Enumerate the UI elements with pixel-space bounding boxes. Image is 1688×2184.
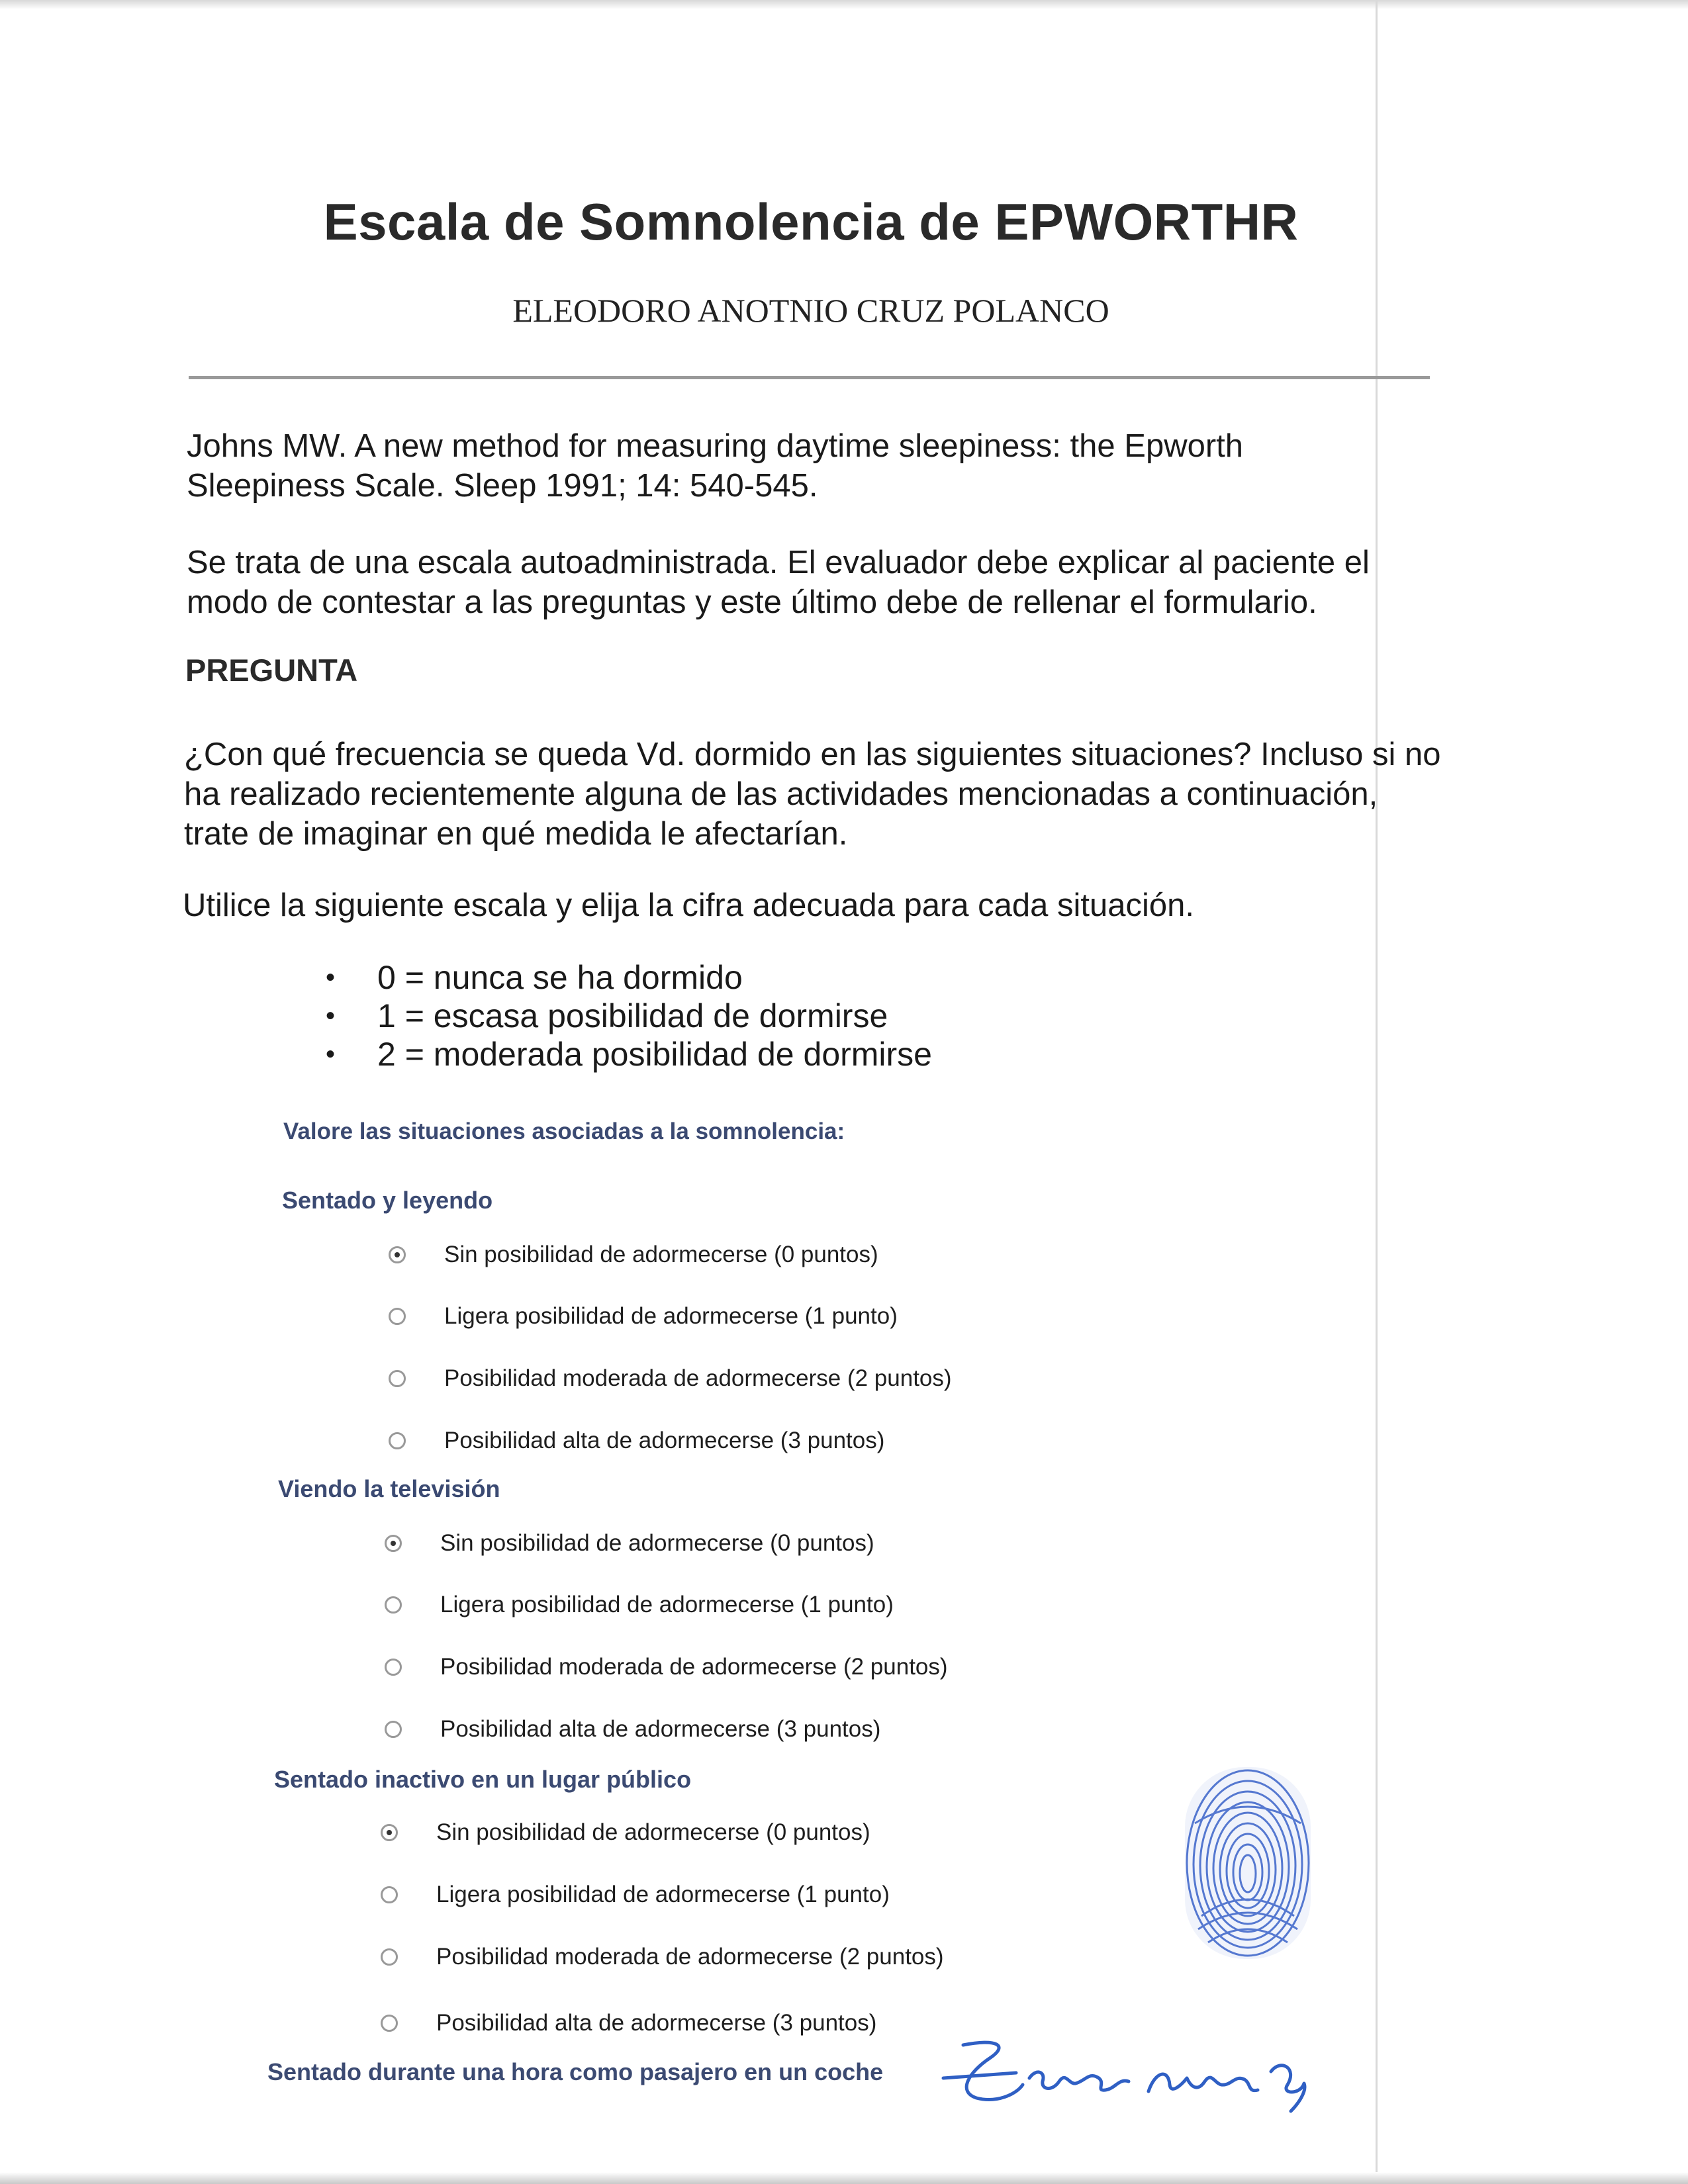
option-public-3[interactable] [381,2008,876,2038]
thumbprint-image [1182,1764,1314,1962]
header-divider [189,376,1430,379]
scale-list [318,958,932,1073]
rate-heading: Valore las situaciones asociadas a la somnolencia: [283,1118,845,1144]
option-reading-3[interactable] [389,1426,884,1456]
scan-edge-top [0,0,1688,9]
radio-button[interactable] [385,1535,402,1552]
patient-name: ELEODORO ANOTNIO CRUZ POLANCO [512,292,1109,329]
option-tv-0[interactable] [385,1528,874,1559]
scale-item [318,997,932,1035]
radio-button[interactable] [389,1308,406,1325]
option-label: Ligera posibilidad de adormecerse (1 punto) [440,1592,894,1617]
option-label: Ligera posibilidad de adormecerse (1 punto) [436,1882,890,1907]
option-label: Posibilidad alta de adormecerse (3 puntos) [440,1716,881,1742]
option-label: Posibilidad alta de adormecerse (3 puntos) [436,2010,877,2036]
option-label: Posibilidad alta de adormecerse (3 puntos) [444,1428,885,1453]
option-tv-2[interactable] [385,1652,948,1682]
radio-button[interactable] [385,1721,402,1738]
option-label: Posibilidad moderada de adormecerse (2 puntos) [440,1654,948,1680]
intro-paragraph: Se trata de una escala autoadministrada. El evaluador debe explicar al paciente el modo de contestar a las preguntas y este último debe de rellenar el formulario. [187,545,1370,620]
radio-button[interactable] [381,1824,398,1841]
bullet-icon: • [326,1001,336,1030]
reference-paragraph: Johns MW. A new method for measuring daytime sleepiness: the Epworth Sleepiness Scale. Sleep 1991; 14: 540-545. [187,428,1244,504]
radio-button[interactable] [389,1370,406,1387]
document-title: Escala de Somnolencia de EPWORTHR [323,193,1299,251]
scale-item-text: 1 = escasa posibilidad de dormirse [377,997,888,1034]
radio-button[interactable] [389,1246,406,1263]
scan-edge-bottom [0,2172,1688,2184]
handwritten-signature [937,2032,1314,2118]
situation-heading-television: Viendo la televisión [278,1475,500,1502]
scale-item [318,1035,932,1073]
option-public-0[interactable] [381,1817,870,1848]
option-label: Sin posibilidad de adormecerse (0 puntos) [444,1242,878,1267]
scale-item-text: 2 = moderada posibilidad de dormirse [377,1036,932,1073]
option-reading-0[interactable] [389,1240,878,1270]
option-reading-1[interactable] [389,1301,898,1332]
bullet-icon: • [326,1040,336,1069]
option-label: Sin posibilidad de adormecerse (0 puntos) [436,1819,870,1845]
instruction-paragraph: Utilice la siguiente escala y elija la cifra adecuada para cada situación. [183,887,1195,923]
radio-button[interactable] [381,1948,398,1966]
radio-button[interactable] [389,1432,406,1449]
question-heading: PREGUNTA [185,653,358,688]
bullet-icon: • [326,963,336,992]
option-tv-3[interactable] [385,1714,880,1745]
radio-button[interactable] [381,1886,398,1903]
scale-item-text: 0 = nunca se ha dormido [377,959,743,996]
option-label: Posibilidad moderada de adormecerse (2 puntos) [436,1944,944,1970]
option-public-2[interactable] [381,1942,944,1972]
option-reading-2[interactable] [389,1363,952,1394]
scale-item [318,958,932,997]
option-label: Posibilidad moderada de adormecerse (2 puntos) [444,1365,952,1391]
question-paragraph: ¿Con qué frecuencia se queda Vd. dormido en las siguientes situaciones? Incluso si no ha realizado recientemente alguna de las actividades mencionadas a continuación, trate de imaginar en qué medida le afectarían. [184,737,1441,852]
option-public-1[interactable] [381,1880,890,1910]
situation-heading-public-place: Sentado inactivo en un lugar público [274,1766,692,1793]
radio-button[interactable] [385,1659,402,1676]
situation-heading-car-passenger: Sentado durante una hora como pasajero en un coche [267,2058,884,2085]
radio-button[interactable] [385,1596,402,1614]
option-label: Sin posibilidad de adormecerse (0 puntos) [440,1530,874,1556]
situation-heading-reading: Sentado y leyendo [282,1187,493,1214]
option-label: Ligera posibilidad de adormecerse (1 punto) [444,1303,898,1329]
option-tv-1[interactable] [385,1590,894,1620]
radio-button[interactable] [381,2015,398,2032]
